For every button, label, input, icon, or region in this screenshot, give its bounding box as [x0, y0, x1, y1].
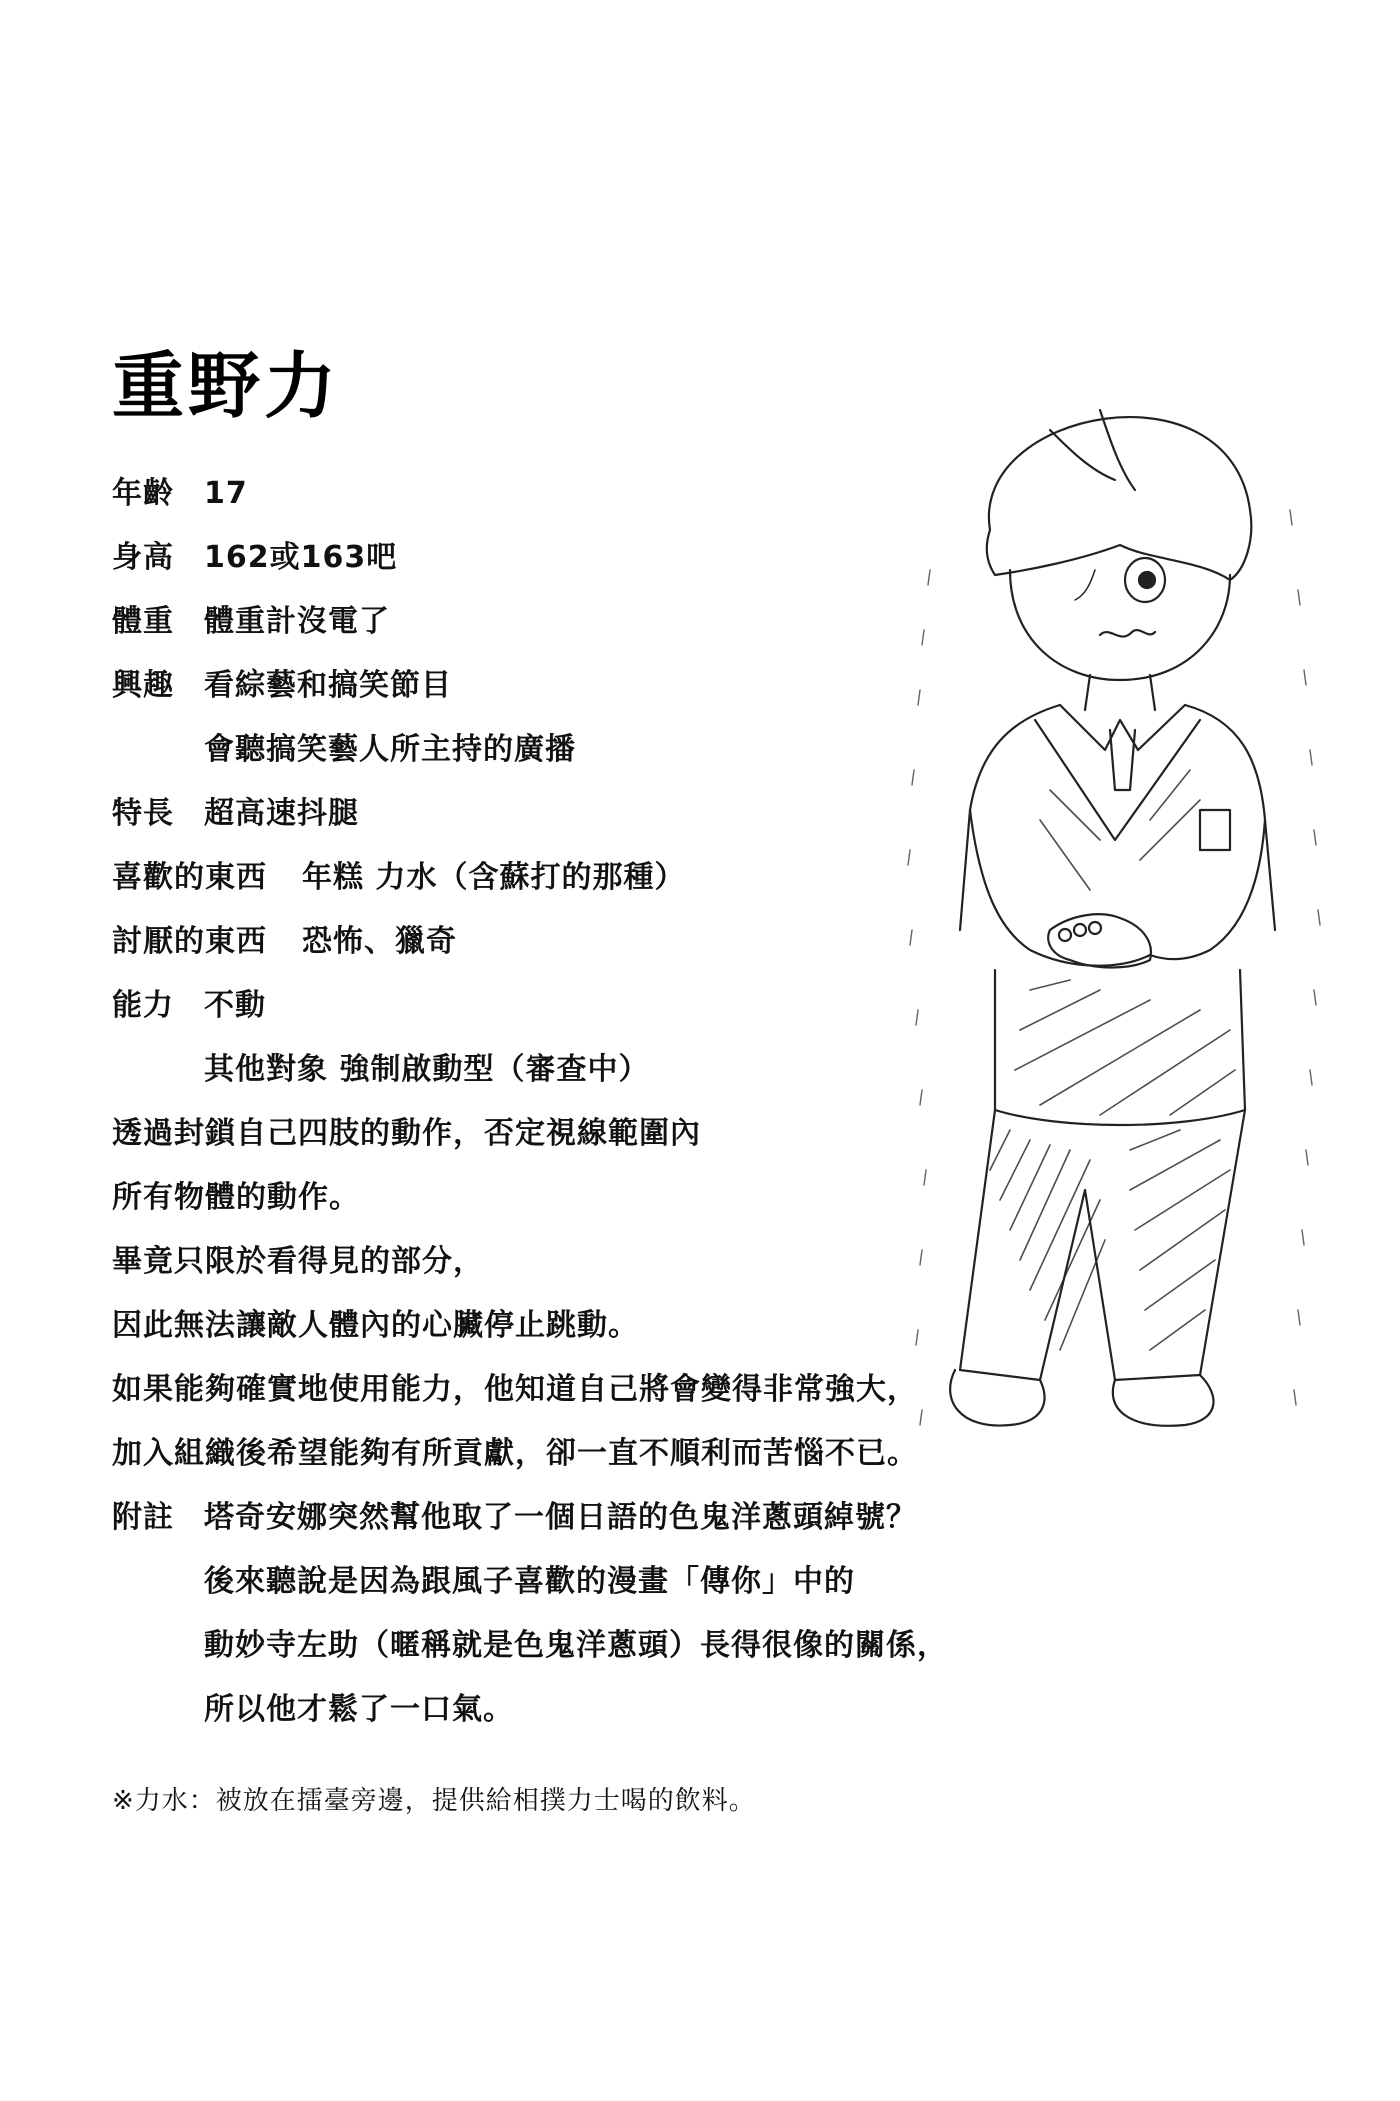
profile-value: 恐怖、獵奇	[302, 924, 457, 959]
note-row	[112, 1486, 972, 1550]
character-sketch-illustration	[900, 370, 1340, 1510]
profile-value: 年糕 力水（含蘇打的那種）	[302, 860, 686, 895]
profile-label: 特長	[112, 796, 174, 831]
profile-label: 身高	[112, 540, 174, 575]
profile-row-height	[112, 526, 972, 590]
profile-row-ability	[112, 974, 972, 1038]
description-line: 因此無法讓敵人體內的心臟停止跳動。	[112, 1308, 639, 1343]
profile-value: 162或163吧	[204, 540, 398, 575]
note-line: 後來聽說是因為跟風子喜歡的漫畫「傳你」中的	[204, 1564, 855, 1599]
profile-label: 體重	[112, 604, 174, 639]
profile-label: 興趣	[112, 668, 174, 703]
profile-label: 喜歡的東西	[112, 860, 267, 895]
profile-row-ability-cont: 其他對象 強制啟動型（審查中）	[204, 1052, 650, 1087]
description-line: 加入組織後希望能夠有所貢獻，卻一直不順利而苦惱不已。	[112, 1436, 918, 1471]
profile-row-likes	[112, 846, 972, 910]
profile-row-hobby-cont: 會聽搞笑藝人所主持的廣播	[204, 732, 576, 767]
profile-value: 看綜藝和搞笑節目	[204, 668, 452, 703]
note-line: 塔奇安娜突然幫他取了一個日語的色鬼洋蔥頭綽號？	[204, 1500, 917, 1535]
footnote: ※力水：被放在擂臺旁邊，提供給相撲力士喝的飲料。	[112, 1786, 756, 1816]
profile-row-age	[112, 462, 972, 526]
profile-value: 不動	[204, 988, 266, 1023]
description-line: 如果能夠確實地使用能力，他知道自己將會變得非常強大，	[112, 1372, 918, 1407]
description-line: 透過封鎖自己四肢的動作，否定視線範圍內	[112, 1116, 701, 1151]
profile-value: 體重計沒電了	[204, 604, 390, 639]
note-line: 動妙寺左助（暱稱就是色鬼洋蔥頭）長得很像的關係，	[204, 1628, 948, 1663]
profile-row-weight	[112, 590, 972, 654]
description-line: 所有物體的動作。	[112, 1180, 360, 1215]
profile-row-skill	[112, 782, 972, 846]
profile-label: 年齡	[112, 476, 174, 511]
note-label: 附註	[112, 1500, 174, 1535]
profile-row-dislikes	[112, 910, 972, 974]
profile-value: 超高速抖腿	[204, 796, 359, 831]
character-name-title: 重野力	[112, 344, 341, 428]
profile-value: 17	[204, 476, 248, 511]
profile-label: 討厭的東西	[112, 924, 267, 959]
profile-label: 能力	[112, 988, 174, 1023]
note-line: 所以他才鬆了一口氣。	[204, 1692, 514, 1727]
profile-section	[112, 462, 972, 1742]
profile-row-hobby	[112, 654, 972, 718]
description-line: 畢竟只限於看得見的部分，	[112, 1244, 484, 1279]
